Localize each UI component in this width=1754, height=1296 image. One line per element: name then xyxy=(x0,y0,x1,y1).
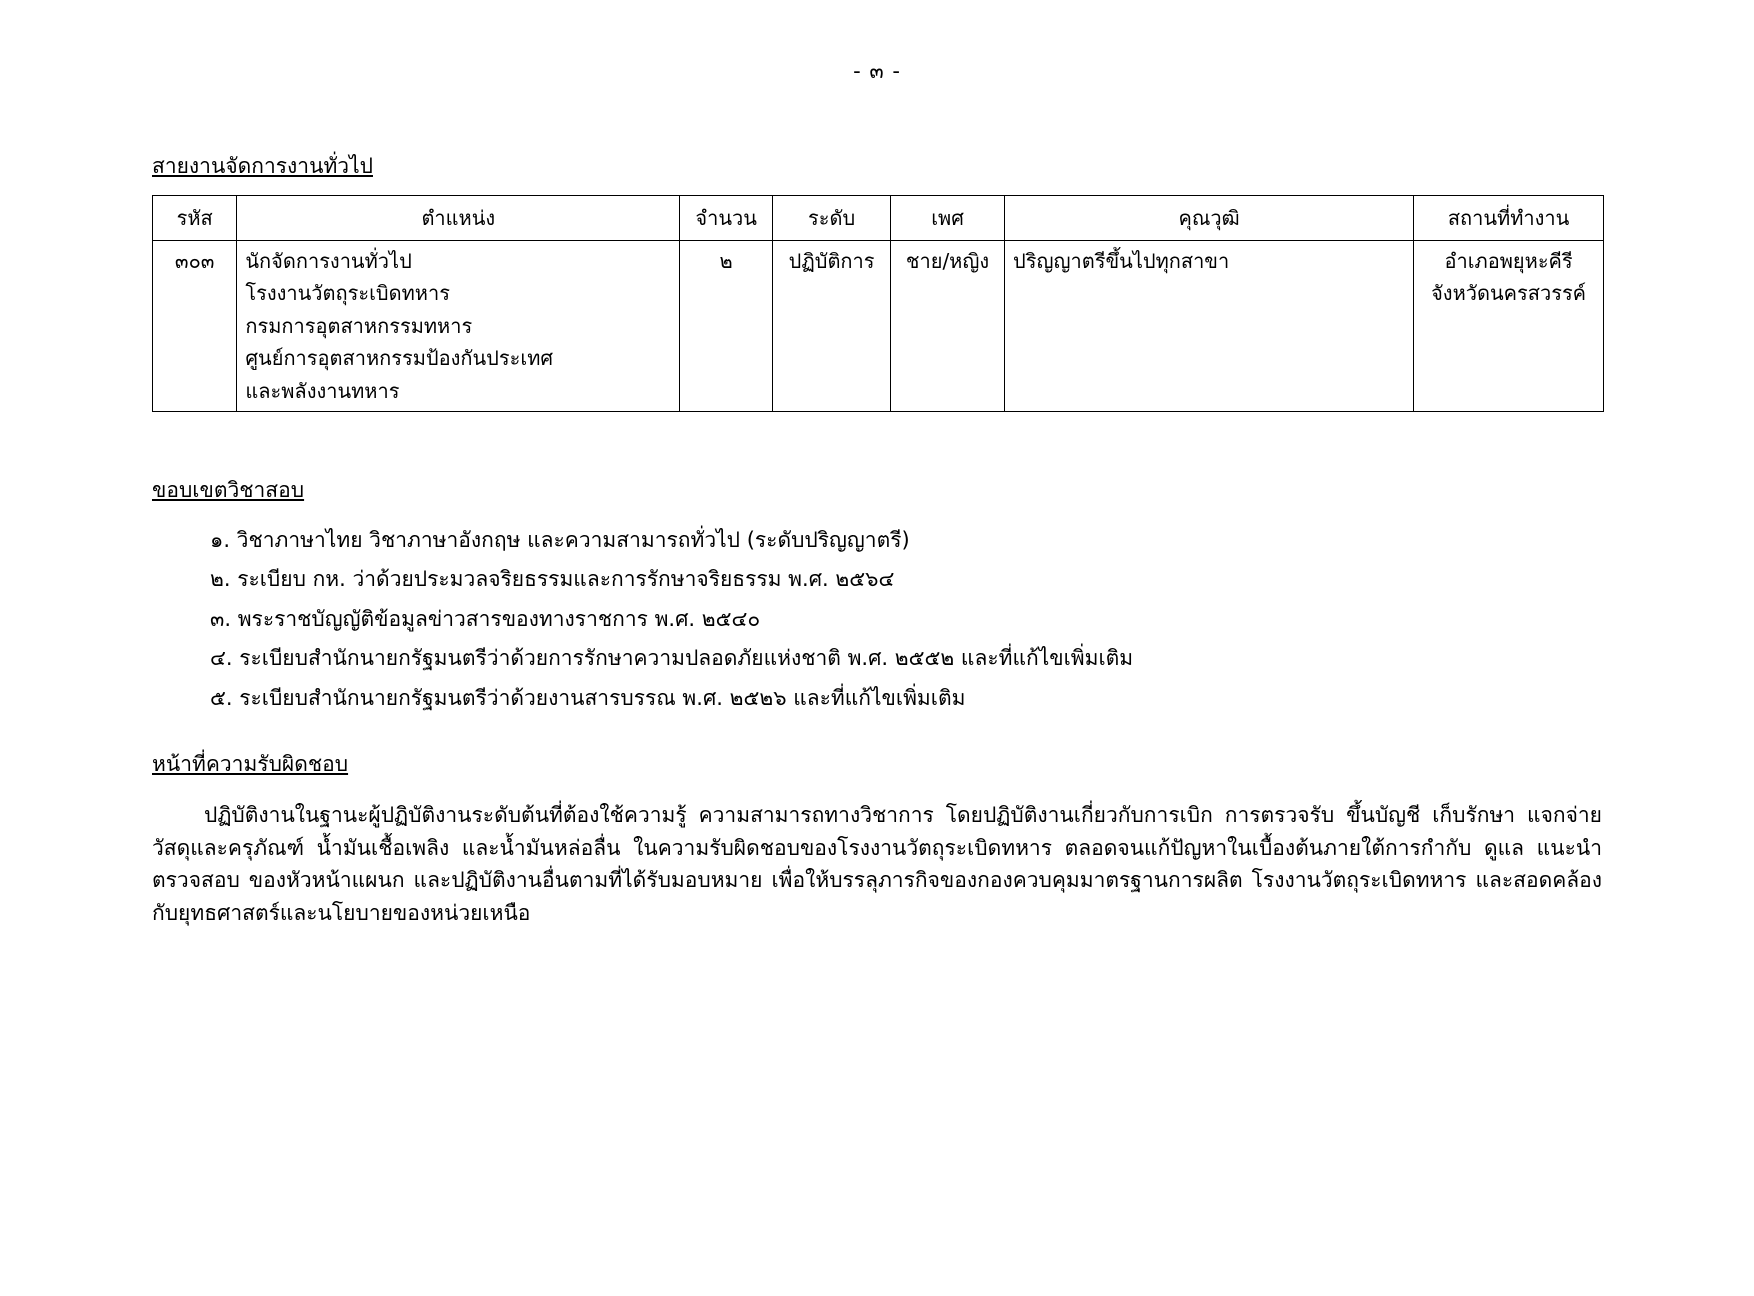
section-heading-job-line xyxy=(152,88,1602,195)
workplace-line-1: อำเภอพยุหะคีรี xyxy=(1444,249,1573,273)
list-item: ๑. วิชาภาษาไทย วิชาภาษาอังกฤษ และความสามารถทั่วไป (ระดับปริญญาตรี) xyxy=(210,527,910,552)
responsibilities-text: ปฏิบัติงานในฐานะผู้ปฏิบัติงานระดับต้นที่ต้องใช้ความรู้ ความสามารถทางวิชาการ โดยปฏิบัติงานเกี่ยวกับการเบิก การตรวจรับ ขึ้นบัญชี เก็บรักษา แจกจ่าย วัสดุและครุภัณฑ์ น้ำมันเชื้อเพลิง และน้ำมันหล่อลื่น ในความรับผิดชอบของโรงงานวัตถุระเบิดทหาร ตลอดจนแก้ปัญหาในเบื้องต้นภายใต้การกำกับ ดูแล แนะนำ ตรวจสอบ ของหัวหน้าแผนก และปฏิบัติงานอื่นตามที่ได้รับมอบหมาย เพื่อให้บรรลุภารกิจของกองควบคุมมาตรฐานการผลิต โรงงานวัตถุระเบิดทหาร และสอดคล้องกับยุทธศาสตร์และนโยบายของหน่วยเหนือ xyxy=(152,803,1602,925)
position-line-3: กรมการอุตสาหกรรมทหาร xyxy=(245,313,473,338)
table-header-position: ตำแหน่ง xyxy=(237,196,680,241)
cell-position xyxy=(237,241,680,412)
cell-count: ๒ xyxy=(680,241,773,412)
table-header-level: ระดับ xyxy=(773,196,891,241)
list-item: ๓. พระราชบัญญัติข้อมูลข่าวสารของทางราชการ พ.ศ. ๒๕๔๐ xyxy=(210,606,761,631)
section-heading-exam-scope xyxy=(152,412,1602,519)
cell-level: ปฏิบัติการ xyxy=(773,241,891,412)
document-content xyxy=(152,88,1602,929)
document-page xyxy=(0,55,1754,1296)
cell-qualification: ปริญญาตรีขึ้นไปทุกสาขา xyxy=(1005,241,1414,412)
position-line-4: ศูนย์การอุตสาหกรรมป้องกันประเทศ xyxy=(245,346,554,371)
position-line-2: โรงงานวัตถุระเบิดทหาร xyxy=(245,281,450,306)
exam-scope-list xyxy=(152,525,1602,713)
responsibilities-heading-text: หน้าที่ความรับผิดชอบ xyxy=(152,752,349,777)
job-line-heading-text: สายงานจัดการงานทั่วไป xyxy=(152,154,373,178)
table-header-code: รหัส xyxy=(153,196,237,241)
table-header-row xyxy=(153,196,1604,241)
section-heading-responsibilities xyxy=(152,722,1602,793)
responsibilities-paragraph xyxy=(152,799,1602,929)
position-line-5: และพลังงานทหาร xyxy=(245,378,400,403)
table-header-gender: เพศ xyxy=(891,196,1005,241)
cell-workplace xyxy=(1414,241,1604,412)
position-line-1: นักจัดการงานทั่วไป xyxy=(245,249,412,273)
table-header-count: จำนวน xyxy=(680,196,773,241)
list-item: ๔. ระเบียบสำนักนายกรัฐมนตรีว่าด้วยการรักษาความปลอดภัยแห่งชาติ พ.ศ. ๒๕๕๒ และที่แก้ไขเพิ่มเติม xyxy=(210,646,1134,671)
table-header-qualification: คุณวุฒิ xyxy=(1005,196,1414,241)
list-item: ๒. ระเบียบ กห. ว่าด้วยประมวลจริยธรรมและการรักษาจริยธรรม พ.ศ. ๒๕๖๔ xyxy=(210,567,895,592)
table-header-workplace: สถานที่ทำงาน xyxy=(1414,196,1604,241)
workplace-line-2: จังหวัดนครสวรรค์ xyxy=(1431,281,1587,306)
cell-gender: ชาย/หญิง xyxy=(891,241,1005,412)
exam-scope-heading-text: ขอบเขตวิชาสอบ xyxy=(152,477,305,502)
list-item: ๕. ระเบียบสำนักนายกรัฐมนตรีว่าด้วยงานสารบรรณ พ.ศ. ๒๕๒๖ และที่แก้ไขเพิ่มเติม xyxy=(210,685,966,710)
page-number: - ๓ - xyxy=(853,59,901,83)
table-row xyxy=(153,241,1604,412)
job-positions-table xyxy=(152,195,1604,412)
cell-code: ๓๐๓ xyxy=(153,241,237,412)
